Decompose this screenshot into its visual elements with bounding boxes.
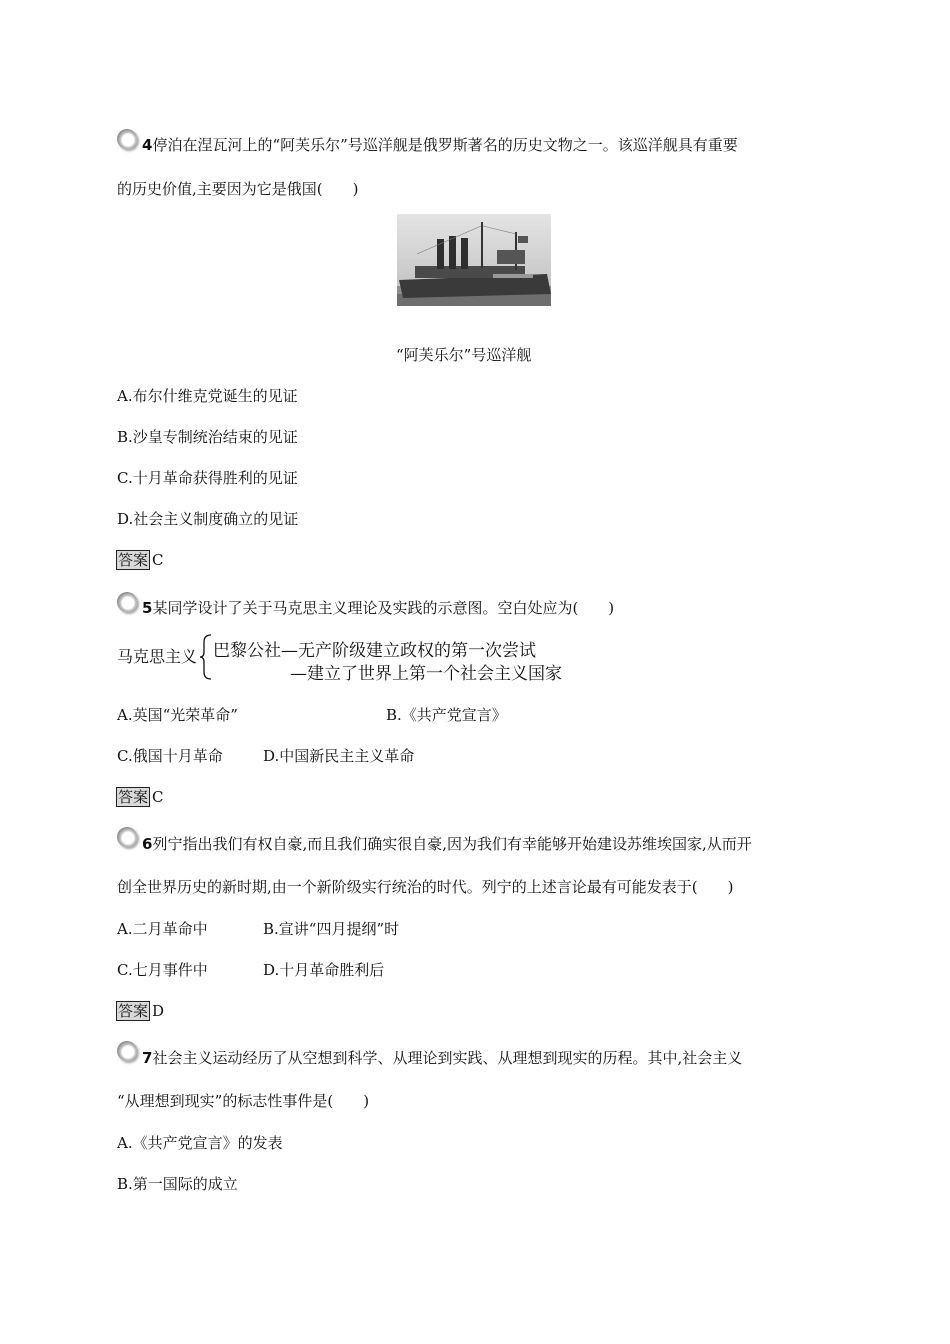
cruiser-photo-image: [397, 214, 551, 306]
answer-row: [116, 1001, 164, 1021]
question-marker-icon: [117, 1041, 137, 1061]
diagram-branch-2: —建立了世界上第一个社会主义国家: [290, 664, 562, 684]
diagram-branch-1: 巴黎公社—无产阶级建立政权的第一次尝试: [213, 641, 536, 661]
question-6-line-2: 创全世界历史的新时期,由一个新阶级实行统治的时代。列宁的上述言论最有可能发表于( ): [117, 878, 734, 896]
question-number: 7: [142, 1049, 153, 1067]
answer-row: [116, 550, 164, 570]
answer-label: 答案: [118, 788, 149, 806]
option-b: B.沙皇专制统治结束的见证: [117, 428, 298, 446]
question-4-line-2: 的历史价值,主要因为它是俄国( ): [117, 180, 359, 198]
option-b: B.第一国际的成立: [117, 1175, 238, 1193]
diagram-root: 马克思主义: [117, 647, 198, 666]
option-c: C.十月革命获得胜利的见证: [117, 469, 298, 487]
question-5-line-1: 5某同学设计了关于马克思主义理论及实践的示意图。空白处应为( ): [142, 599, 615, 617]
option-b: B.《共产党宣言》: [386, 706, 507, 724]
question-number: 5: [142, 599, 153, 617]
option-a: A.二月革命中: [117, 920, 208, 938]
question-6-line-1: 6列宁指出我们有权自豪,而且我们确实很自豪,因为我们有幸能够开始建设苏维埃国家,从而开: [142, 835, 752, 853]
option-a: A.布尔什维克党诞生的见证: [117, 387, 298, 405]
option-d: D.十月革命胜利后: [263, 961, 385, 979]
answer-value: C: [152, 788, 164, 806]
question-marker-icon: [117, 827, 137, 847]
question-4-line-1: 4停泊在涅瓦河上的“阿芙乐尔”号巡洋舰是俄罗斯著名的历史文物之一。该巡洋舰具有重要: [142, 136, 738, 154]
diagram-brace: [199, 634, 213, 680]
option-a: A.《共产党宣言》的发表: [117, 1134, 283, 1152]
answer-value: C: [152, 551, 164, 569]
cruiser-photo: [397, 214, 551, 306]
question-number: 6: [142, 835, 153, 853]
question-7-line-1: 7社会主义运动经历了从空想到科学、从理论到实践、从理想到现实的历程。其中,社会主义: [142, 1049, 743, 1067]
option-d: D.社会主义制度确立的见证: [117, 510, 299, 528]
answer-value: D: [152, 1002, 165, 1020]
answer-label: 答案: [118, 1002, 149, 1020]
option-c: C.俄国十月革命: [117, 747, 223, 765]
option-d: D.中国新民主主义革命: [263, 747, 415, 765]
option-c: C.七月事件中: [117, 961, 208, 979]
question-marker-icon: [117, 592, 137, 612]
answer-row: [116, 787, 164, 807]
question-number: 4: [142, 136, 153, 154]
answer-label: 答案: [118, 551, 149, 569]
option-a: A.英国“光荣革命”: [117, 706, 238, 724]
option-b: B.宣讲“四月提纲”时: [263, 920, 400, 938]
image-caption: “阿芙乐尔”号巡洋舰: [396, 346, 532, 364]
question-7-line-2: “从理想到现实”的标志性事件是( ): [117, 1092, 370, 1110]
question-marker-icon: [117, 129, 137, 149]
